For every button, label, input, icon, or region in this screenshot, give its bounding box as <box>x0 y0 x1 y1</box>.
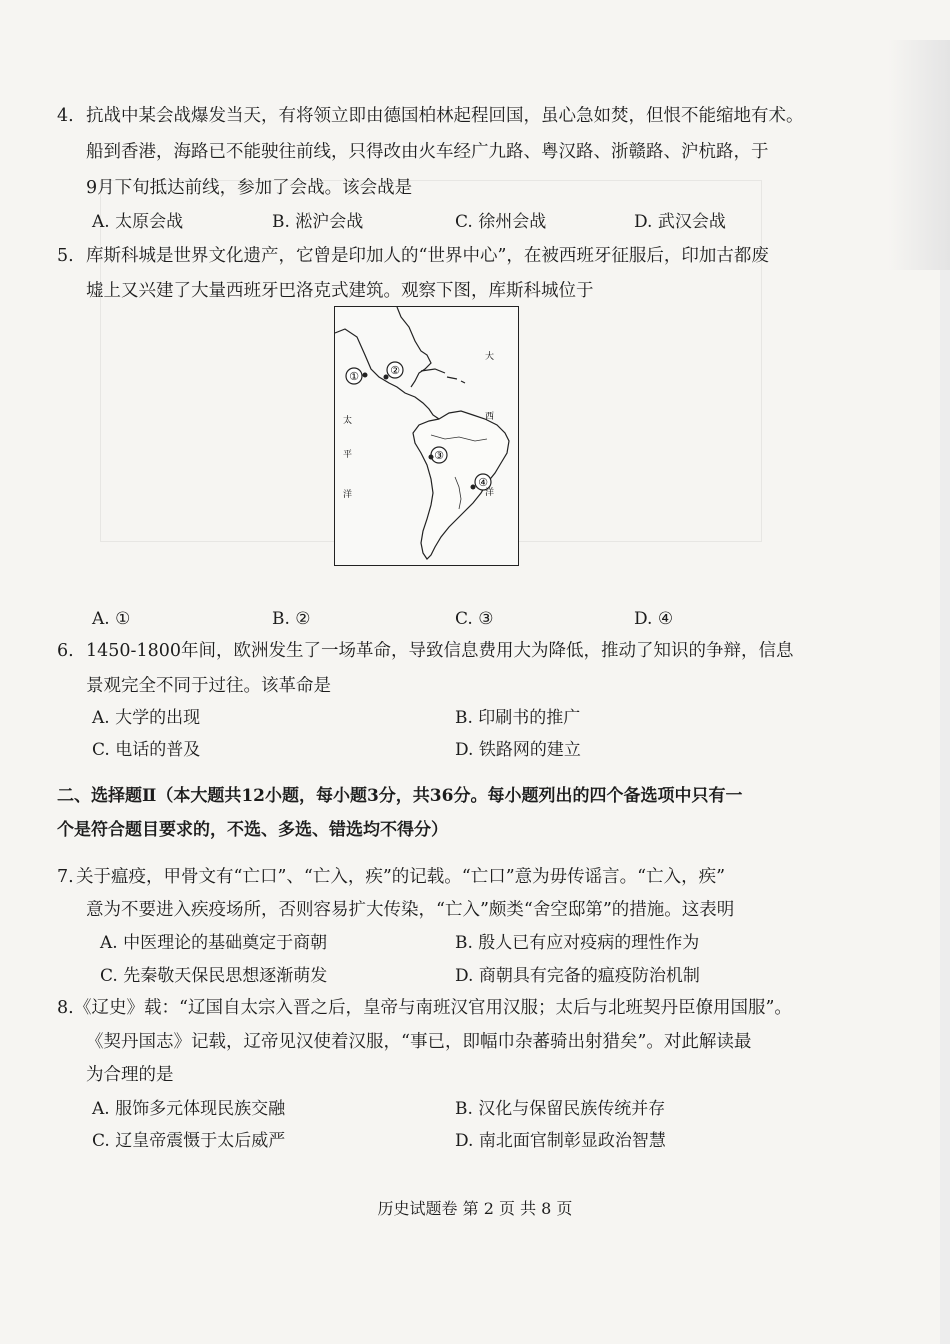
q4-stem-line1: 抗战中某会战爆发当天，有将领立即由德国柏林起程回国，虽心急如焚，但恨不能缩地有术。 <box>86 106 804 126</box>
q4-option-b[interactable]: B. 淞沪会战 <box>272 212 364 232</box>
q6-number: 6. <box>57 641 74 661</box>
q8-option-a[interactable]: A. 服饰多元体现民族交融 <box>92 1099 286 1119</box>
pacific-char-1: 太 <box>343 416 353 426</box>
marker-1-label: ① <box>349 370 359 383</box>
atlantic-char-1: 大 <box>485 352 495 362</box>
q5-option-a[interactable]: A. ① <box>92 609 131 629</box>
q8-number: 8. <box>57 998 74 1018</box>
pacific-char-3: 洋 <box>343 490 353 500</box>
q6-option-b[interactable]: B. 印刷书的推广 <box>455 708 581 728</box>
q7-option-a[interactable]: A. 中医理论的基础奠定于商朝 <box>100 933 328 953</box>
atlantic-char-2: 西 <box>485 412 495 422</box>
q6-stem-line2: 景观完全不同于过往。该革命是 <box>86 676 331 696</box>
marker-2-dot <box>384 375 389 380</box>
marker-3-label: ③ <box>434 449 444 462</box>
q7-option-b[interactable]: B. 殷人已有应对疫病的理性作为 <box>455 933 700 953</box>
q8-option-b[interactable]: B. 汉化与保留民族传统并存 <box>455 1099 666 1119</box>
q8-stem-line2: 《契丹国志》记载，辽帝见汉使着汉服，“事已，即幅巾杂蕃骑出射猎矣”。对此解读最 <box>86 1032 752 1052</box>
q4-option-d[interactable]: D. 武汉会战 <box>634 212 726 232</box>
q6-option-a[interactable]: A. 大学的出现 <box>92 708 201 728</box>
q8-option-d[interactable]: D. 南北面官制彰显政治智慧 <box>455 1131 666 1151</box>
map-drawing <box>335 307 518 565</box>
scan-edge-shadow <box>888 40 950 270</box>
q7-stem-line2: 意为不要进入疾疫场所，否则容易扩大传染，“亡入”颇类“舍空邸第”的措施。这表明 <box>86 900 735 920</box>
q4-option-a[interactable]: A. 太原会战 <box>92 212 184 232</box>
q6-stem-line1: 1450-1800年间，欧洲发生了一场革命，导致信息费用大为降低，推动了知识的争辩，信息 <box>86 641 794 661</box>
q5-option-b[interactable]: B. ② <box>272 609 311 629</box>
q8-stem-line1: 《辽史》载：“辽国自太宗入晋之后，皇帝与南班汉官用汉服；太后与北班契丹臣僚用国服”。 <box>74 998 792 1018</box>
q7-number: 7. <box>57 867 74 887</box>
section-2-heading-line1: 二、选择题Ⅱ（本大题共12小题，每小题3分，共36分。每小题列出的四个备选项中只有一 <box>57 786 743 806</box>
q6-option-d[interactable]: D. 铁路网的建立 <box>455 740 581 760</box>
q7-stem-line1: 关于瘟疫，甲骨文有“亡口”、“亡入，疾”的记载。“亡口”意为毋传谣言。“亡入，疾” <box>76 867 726 887</box>
marker-2-label: ② <box>390 364 400 377</box>
q4-stem-line2: 船到香港，海路已不能驶往前线，只得改由火车经广九路、粤汉路、浙赣路、沪杭路，于 <box>86 142 769 162</box>
north-america-coast-east <box>397 307 431 387</box>
marker-4-label: ④ <box>478 476 488 489</box>
americas-map <box>334 306 519 566</box>
marker-3-dot <box>429 455 434 460</box>
q8-option-c[interactable]: C. 辽皇帝震慑于太后威严 <box>92 1131 286 1151</box>
atlantic-char-3: 洋 <box>485 488 495 498</box>
pacific-char-2: 平 <box>343 450 353 460</box>
q7-option-d[interactable]: D. 商朝具有完备的瘟疫防治机制 <box>455 966 700 986</box>
q5-option-c[interactable]: C. ③ <box>455 609 494 629</box>
q5-stem-line2: 墟上又兴建了大量西班牙巴洛克式建筑。观察下图，库斯科城位于 <box>86 281 594 301</box>
south-america-coast <box>413 411 509 559</box>
scan-edge <box>940 270 950 1344</box>
q4-option-c[interactable]: C. 徐州会战 <box>455 212 547 232</box>
q6-option-c[interactable]: C. 电话的普及 <box>92 740 201 760</box>
q5-number: 5. <box>57 246 74 266</box>
caribbean-islands <box>421 369 465 383</box>
q4-stem-line3: 9月下旬抵达前线，参加了会战。该会战是 <box>86 178 413 198</box>
q4-number: 4. <box>57 106 74 126</box>
marker-1-dot <box>363 373 368 378</box>
section-2-heading-line2: 个是符合题目要求的，不选、多选、错选均不得分） <box>57 820 448 840</box>
page-footer: 历史试题卷 第 2 页 共 8 页 <box>377 1199 573 1218</box>
marker-4-dot <box>471 485 476 490</box>
q8-stem-line3: 为合理的是 <box>86 1065 174 1085</box>
q5-stem-line1: 库斯科城是世界文化遗产，它曾是印加人的“世界中心”，在被西班牙征服后，印加古都废 <box>86 246 769 266</box>
q5-option-d[interactable]: D. ④ <box>634 609 674 629</box>
q7-option-c[interactable]: C. 先秦敬天保民思想逐渐萌发 <box>100 966 328 986</box>
